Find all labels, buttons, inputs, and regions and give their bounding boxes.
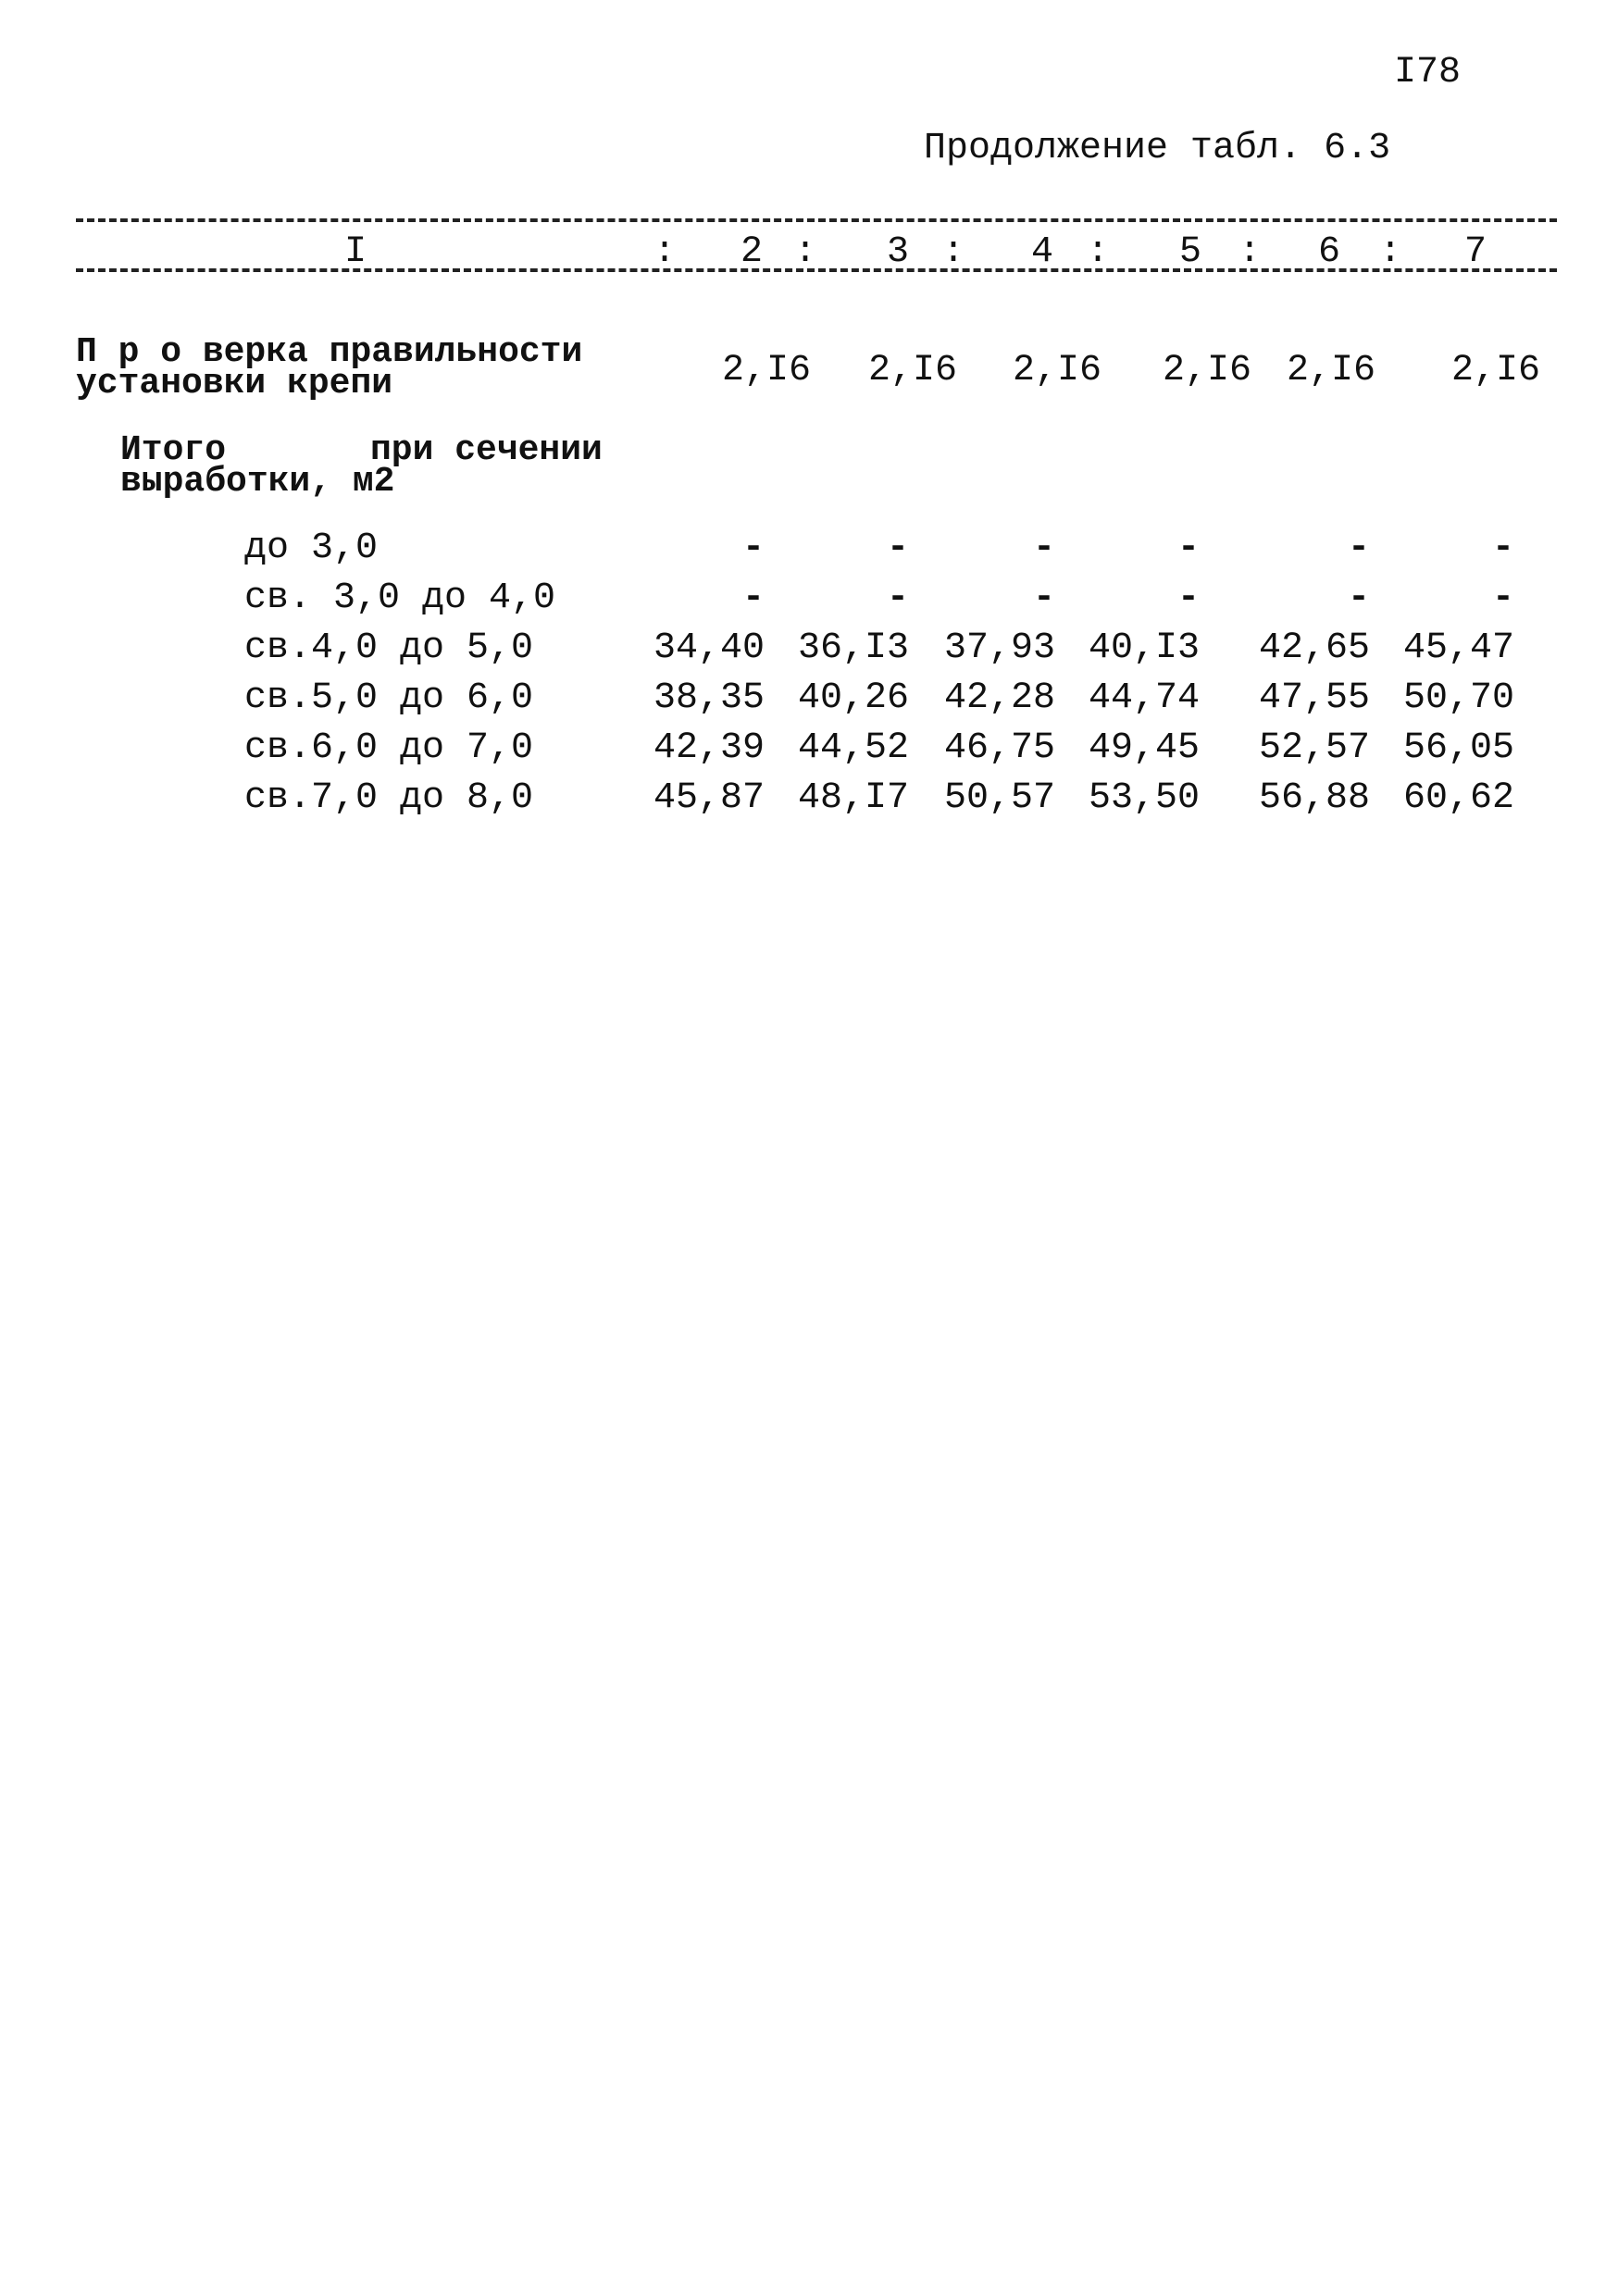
column-separator: : [942,231,965,273]
table-cell: 42,28 [943,677,1055,719]
row-label: св.7,0 до 8,0 [244,777,534,819]
column-separator: : [653,231,677,273]
check-value: 2,I6 [721,350,811,391]
table-cell: 50,57 [943,777,1055,819]
check-value: 2,I6 [867,350,957,391]
table-cell: - [886,577,909,619]
row-label: св.6,0 до 7,0 [244,727,534,769]
table-cell: - [741,577,765,619]
column-separator: : [1238,231,1262,273]
check-value: 2,I6 [1012,350,1101,391]
table-cell: 44,52 [797,727,909,769]
table-cell: - [1176,527,1200,569]
table-cell: - [1032,527,1055,569]
table-cell: 34,40 [653,627,765,669]
row-label: св.4,0 до 5,0 [244,627,534,669]
table-cell: - [1347,527,1370,569]
table-cell: 52,57 [1258,727,1370,769]
table-cell: 40,26 [797,677,909,719]
column-header-5: 5 [1178,231,1201,273]
total-label-section: при сечении [370,430,603,470]
table-cell: 37,93 [943,627,1055,669]
table-cell: 38,35 [653,677,765,719]
table-cell: - [1032,577,1055,619]
table-cell: 48,I7 [797,777,909,819]
column-separator: : [794,231,817,273]
column-header-6: 6 [1317,231,1340,273]
check-value: 2,I6 [1450,350,1540,391]
table-caption: Продолжение табл. 6.3 [924,128,1391,169]
header-rule-top [76,218,1557,222]
table-cell: - [886,527,909,569]
table-cell: 45,87 [653,777,765,819]
column-header-7: 7 [1463,231,1487,273]
check-row-label-line2: установки крепи [76,364,393,403]
column-separator: : [1379,231,1402,273]
table-cell: 36,I3 [797,627,909,669]
total-label-line2: выработки, м2 [120,462,395,502]
table-cell: 47,55 [1258,677,1370,719]
row-label: до 3,0 [244,527,379,569]
row-label: св. 3,0 до 4,0 [244,577,556,619]
table-cell: 44,74 [1088,677,1200,719]
column-header-1: I [343,231,367,273]
table-cell: 50,70 [1402,677,1514,719]
table-cell: 53,50 [1088,777,1200,819]
column-header-2: 2 [740,231,763,273]
table-cell: - [741,527,765,569]
table-cell: 49,45 [1088,727,1200,769]
table-cell: 45,47 [1402,627,1514,669]
table-cell: - [1347,577,1370,619]
table-cell: 56,88 [1258,777,1370,819]
column-header-4: 4 [1030,231,1053,273]
check-row-label-line1: П р о верка правильности [76,332,583,372]
check-value: 2,I6 [1162,350,1251,391]
row-label: св.5,0 до 6,0 [244,677,534,719]
table-cell: - [1176,577,1200,619]
column-separator: : [1087,231,1110,273]
table-cell: 46,75 [943,727,1055,769]
table-cell: 42,39 [653,727,765,769]
header-rule-bottom [76,268,1557,272]
column-header-3: 3 [886,231,909,273]
table-cell: - [1491,577,1514,619]
table-cell: 60,62 [1402,777,1514,819]
table-cell: 56,05 [1402,727,1514,769]
table-cell: 40,I3 [1088,627,1200,669]
page-number: I78 [1394,52,1462,93]
table-cell: - [1491,527,1514,569]
table-cell: 42,65 [1258,627,1370,669]
total-label-itogo: Итого [120,430,227,470]
check-value: 2,I6 [1286,350,1375,391]
